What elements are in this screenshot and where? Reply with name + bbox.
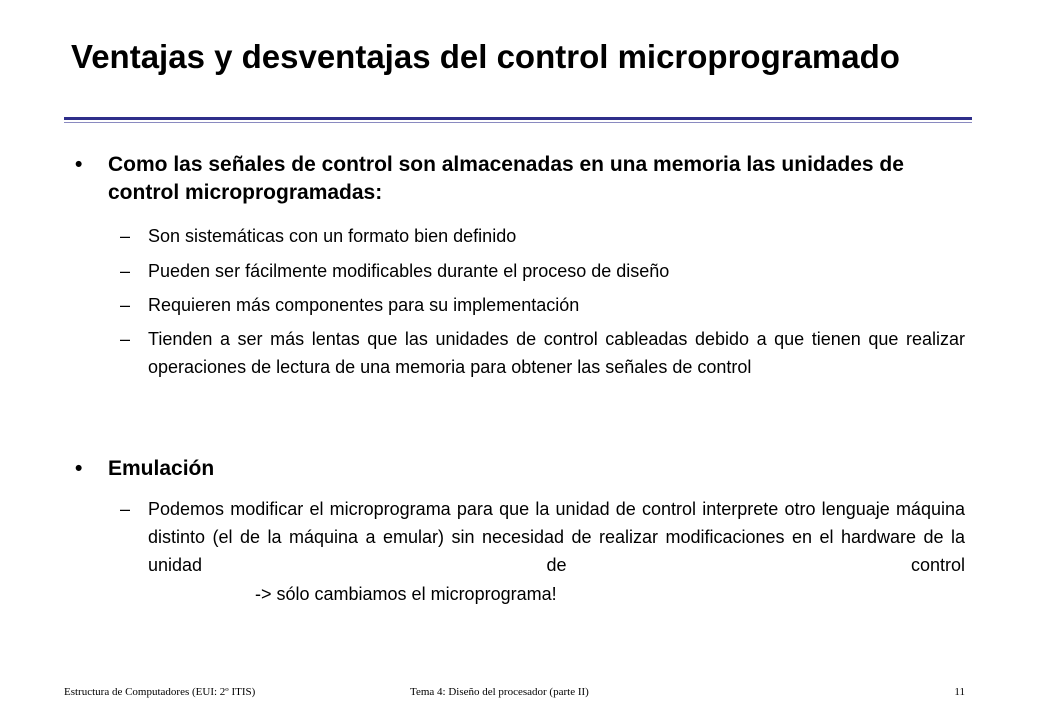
footer-topic: Tema 4: Diseño del procesador (parte II)	[410, 686, 589, 698]
sub-bullet-marker: –	[120, 295, 131, 315]
sub-bullet-text: Son sistemáticas con un formato bien definido	[148, 226, 517, 246]
title-underline	[64, 117, 972, 120]
footer-page-number: 11	[954, 686, 965, 698]
bullet-text: Emulación	[108, 457, 215, 480]
sub-bullet-marker: –	[120, 499, 131, 519]
sub-bullet-marker: –	[120, 226, 131, 246]
sub-bullet-marker: –	[120, 329, 131, 349]
sub-bullet-continuation: -> sólo cambiamos el microprograma!	[255, 584, 557, 604]
bullet-text: Como las señales de control son almacenadas en una memoria las unidades de control microprogramadas:	[108, 153, 904, 204]
sub-bullet-marker: –	[120, 261, 131, 281]
bullet-marker: •	[75, 457, 83, 480]
title-underline-thin	[64, 122, 972, 123]
footer-course: Estructura de Computadores (EUI: 2º ITIS)	[64, 686, 256, 698]
sub-bullet-text: Tienden a ser más lentas que las unidades de control cableadas debido a que tienen que realizar operaciones de lectura de una memoria para obtener las señales de control	[148, 329, 965, 377]
bullet-marker: •	[75, 153, 83, 176]
sub-bullet-text: Podemos modificar el microprograma para que la unidad de control interprete otro lenguaje máquina distinto (el de la máquina a emular) sin necesidad de realizar modificaciones en el hardware de la unidad de control	[148, 499, 965, 575]
slide-title: Ventajas y desventajas del control microprogramado	[71, 38, 900, 75]
sub-bullet-text: Requieren más componentes para su implementación	[148, 295, 580, 315]
sub-bullet-text: Pueden ser fácilmente modificables durante el proceso de diseño	[148, 261, 670, 281]
